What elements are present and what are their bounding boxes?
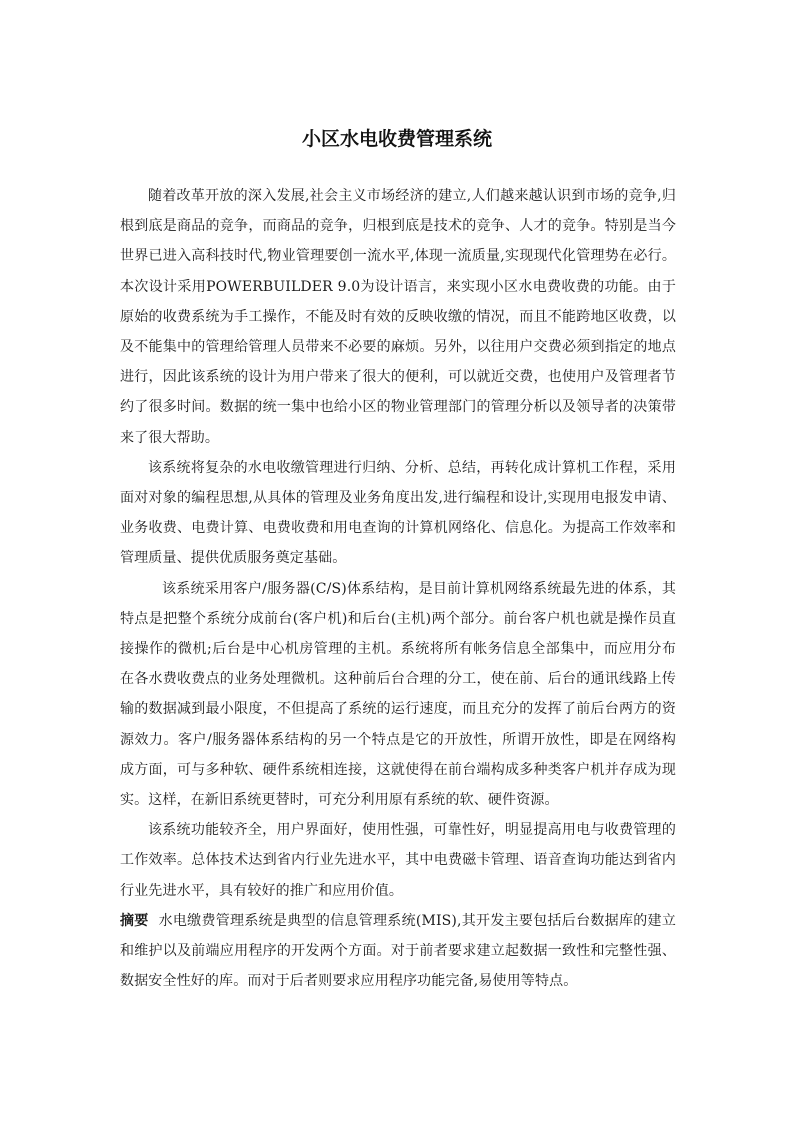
document-body xyxy=(120,181,676,996)
paragraph-evaluation: 该系统功能较齐全，用户界面好，使用性强，可靠性好，明显提高用电与收费管理的工作效率。总体技术达到省内行业先进水平，其中电费磁卡管理、语音查询功能达到省内行业先进水平，具有较好的推广和应用价值。 xyxy=(120,822,676,899)
page-title: 小区水电收费管理系统 xyxy=(301,128,492,150)
paragraph-architecture: 该系统采用客户/服务器(C/S)体系结构，是目前计算机网络系统最先进的体系，其特点是把整个系统分成前台(客户机)和后台(主机)两个部分。前台客户机也就是操作员直接操作的微机;后台是中心机房管理的主机。系统将所有帐务信息全部集中，而应用分布在各水费收费点的业务处理微机。这种前后台合理的分工，使在前、后台的通讯线路上传输的数据减到最小限度，不但提高了系统的运行速度，而且充分的发挥了前后台两方的资源效力。客户/服务器体系结构的另一个特点是它的开放性，所谓开放性，即是在网络构成方面，可与多种软、硬件系统相连接，这就使得在前台端构成多种类客户机并存成为现实。这样，在新旧系统更替时，可充分利用原有系统的软、硬件资源。 xyxy=(120,580,676,809)
abstract-label: 摘要 xyxy=(120,912,149,929)
abstract-paragraph xyxy=(120,906,676,997)
paragraph-system-overview: 该系统将复杂的水电收缴管理进行归纳、分析、总结，再转化成计算机工作程，采用面对对象的编程思想,从具体的管理及业务角度出发,进行编程和设计,实现用电报发申请、业务收费、电费计算、电费收费和用电查询的计算机网络化、信息化。为提高工作效率和管理质量、提供优质服务奠定基础。 xyxy=(120,459,676,567)
paragraph-introduction: 随着改革开放的深入发展,社会主义市场经济的建立,人们越来越认识到市场的竞争,归根到底是商品的竞争，而商品的竞争，归根到底是技术的竞争、人才的竞争。特别是当今世界已进入高科技时代,物业管理要创一流水平,体现一流质量,实现现代化管理势在必行。本次设计采用POWERBUILDER 9.0为设计语言，来实现小区水电费收费的功能。由于原始的收费系统为手工操作，不能及时有效的反映收缴的情况，而且不能跨地区收费，以及不能集中的管理给管理人员带来不必要的麻烦。另外，以往用户交费必须到指定的地点进行，因此该系统的设计为用户带来了很大的便利，可以就近交费，也使用户及管理者节约了很多时间。数据的统一集中也给小区的物业管理部门的管理分析以及领导者的决策带来了很大帮助。 xyxy=(120,188,676,446)
abstract-text: 水电缴费管理系统是典型的信息管理系统(MIS),其开发主要包括后台数据库的建立和维护以及前端应用程序的开发两个方面。对于前者要求建立起数据一致性和完整性强、数据安全性好的库。而对于后者则要求应用程序功能完备,易使用等特点。 xyxy=(120,912,676,990)
